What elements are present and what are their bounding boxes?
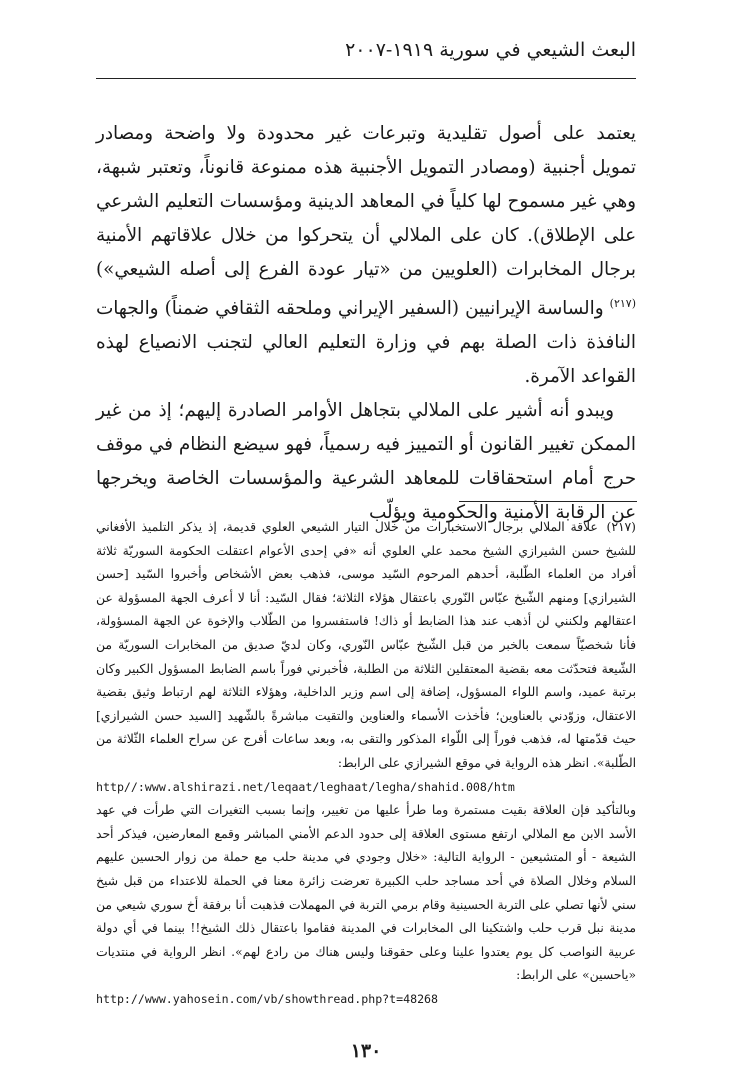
footnote-text: علاقة الملالي برجال الاستخبارات من خلال التيار الشيعي العلوي قديمة، إذ يذكر التلميذ الأفغاني للشيخ حسن الشيرازي الشيخ محمد علي العلوي أنه «في إحدى الأعوام اعتقلت الحكومة السوريّة ثلاثة أفراد من العلماء الطّلبة، أحدهم المرحوم السّيد موسى، فذهب بعض الأشخاص وأخبروا السّيد [حسن الشيرازي] ومنهم الشّيخ عبّاس النّوري باعتقال هؤلاء الثلاثة؛ فقال السّيد: أنا لا أعرف الجهة المسؤولة عن اعتقالهم ولكنني لن أذهب عند هذا الضابط أو ذاك! فاستفسروا من الطّلاب والإخوة عن الجهة المسؤولة، فأنا شخصيّاً سمعت بالخبر من قبل الشّيخ عبّاس النّوري، وكان لديّ صديق من المخابرات السوريّة من الشّيعة فتحدّثت معه بقضية المعتقلين الثلاثة من الطلبة، فأخبرني فوراً باسم الضابط المسؤول الكبير وكان برتبة عميد، واسم اللواء المسؤول، إضافة إلى اسم وزير الداخلية، وهؤلاء الثلاثة لهم ارتباط وثيق بقضية الاعتقال، وزوّدني بالعناوين؛ فأخذت الأسماء والعناوين والتقيت مباشرةً بالشّهيد [السيد حسن الشيرازي] حيث قدّمتها له، فذهب فوراً إلى اللّواء المذكور والتقى به، وبعد ساعات أفرج عن سراح العلماء الثّلاثة من الطّلبة». انظر هذه الرواية في موقع الشيرازي على الرابط: bbox=[96, 520, 636, 770]
footnote-continuation: وبالتأكيد فإن العلاقة بقيت مستمرة وما طرأ عليها من تغيير، وإنما بسبب التغيرات التي طرأت في عهد الأسد الابن مع الملالي ارتفع مستوى العلاقة إلى حدود الدعم الأمني المباشر وقمع المعارضين، فيذكر أحد الشيعة - أو المتشيعين - الرواية التالية: «خلال وجودي في مدينة حلب مع حملة من زوار الحسين عليهم السلام وخلال الصلاة في أحد مساجد حلب الكبيرة تعرضت زائرة معنا في الحملة للاعتداء من قبل شيخ سني لأنها تصلي على التربة الحسينية وقام برمي التربة في المهملات فذهبت أنا برفقة أخ سوري شيعي من مدينة نبل قرب حلب واشتكينا الى المخابرات في المدينة فقاموا باعتقال ذلك الشيخ!! بينما في أي دولة عربية النواصب كل يوم يعتدوا علينا وعلى حقوقنا وليس هناك من رادع لهم». انظر الرواية في منتديات «ياحسين» على الرابط: bbox=[96, 803, 636, 983]
footnote bbox=[96, 516, 636, 776]
paragraph-text-continued: والساسة الإيرانيين (السفير الإيراني وملحقه الثقافي ضمناً) والجهات النافذة ذات الصلة بهم في وزارة التعليم العالي لتجنب الانصياع لهذه القواعد الآمرة. bbox=[96, 298, 636, 388]
footnote-number: (٢١٧) bbox=[606, 520, 636, 534]
body-paragraph: ويبدو أنه أشير على الملالي بتجاهل الأوامر الصادرة إليهم؛ إذ من غير الممكن تغيير القانون أو التمييز فيه رسمياً، فهو سيضع النظام في موقف حرج أمام استحقاقات للمعاهد الشرعية والمؤسسات الخاصة ويخرجها عن الرقابة الأمنية والحكومية ويؤلّب bbox=[96, 400, 636, 524]
header-rule bbox=[96, 78, 636, 79]
footnotes bbox=[96, 516, 636, 1011]
running-head: البعث الشيعي في سورية ١٩١٩-٢٠٠٧ bbox=[345, 39, 636, 61]
footnote-separator bbox=[459, 501, 637, 502]
paragraph-text: يعتمد على أصول تقليدية وتبرعات غير محدودة ولا واضحة ومصادر تمويل أجنبية (ومصادر التمويل الأجنبية هذه ممنوعة قانوناً، وتعتبر شبهة، وهي غير مسموح لها كلياً في المعاهد الدينية ومؤسسات التعليم الشرعي على الإطلاق). كان على الملالي أن يتحركوا من خلال علاقاتهم الأمنية برجال المخابرات (العلويين من «تيار عودة الفرع إلى أصله الشيعي») bbox=[96, 123, 636, 280]
body-text bbox=[96, 117, 636, 530]
footnote-reference: (٢١٧) bbox=[609, 297, 636, 310]
page-number: ١٣٠ bbox=[350, 1040, 382, 1062]
footnote-link[interactable]: http://www.yahosein.com/vb/showthread.php?t=48268 bbox=[96, 991, 439, 1006]
footnote-link[interactable]: http//:www.alshirazi.net/leqaat/leghaat/legha/shahid.008/htm bbox=[96, 779, 515, 794]
body-paragraph bbox=[96, 117, 636, 394]
